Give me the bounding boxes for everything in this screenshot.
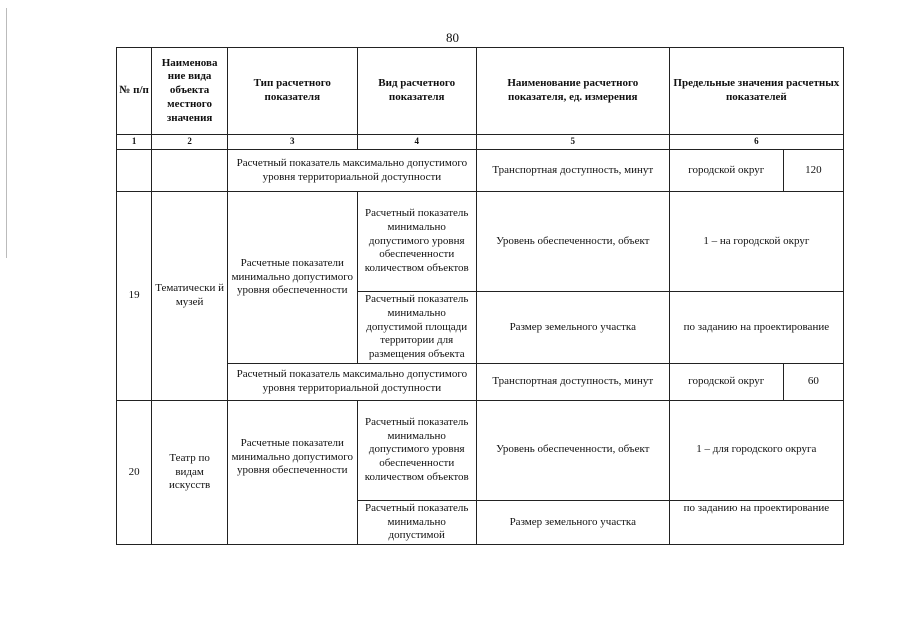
- header-object-name: Наименова ние вида объекта местного значения: [152, 48, 228, 135]
- col-number: 2: [152, 135, 228, 150]
- cell-calc-kind: Расчетный показатель минимально допустимой площади территории для размещения объекта: [357, 292, 476, 364]
- col-number: 6: [669, 135, 843, 150]
- col-number: 5: [476, 135, 669, 150]
- cell-indicator: Размер земельного участка: [476, 292, 669, 364]
- cell-empty: [152, 150, 228, 192]
- cell-calc-kind: Расчетный показатель минимально допустимой: [357, 500, 476, 544]
- cell-limit-value: 120: [783, 150, 843, 192]
- col-number: 4: [357, 135, 476, 150]
- cell-calc-type: Расчетный показатель максимально допустимого уровня территориальной доступности: [227, 363, 476, 400]
- cell-limit-label: городской округ: [669, 363, 783, 400]
- column-numbers-row: [117, 135, 844, 150]
- cell-calc-kind: Расчетный показатель минимально допустимого уровня обеспеченности количеством объектов: [357, 192, 476, 292]
- table-row: [117, 150, 844, 192]
- indicators-table: [116, 47, 844, 545]
- cell-row-number: 20: [117, 400, 152, 544]
- cell-calc-kind: Расчетный показатель минимально допустимого уровня обеспеченности количеством объектов: [357, 400, 476, 500]
- header-calc-kind: Вид расчетного показателя: [357, 48, 476, 135]
- table-row: [117, 192, 844, 292]
- cell-calc-type: Расчетные показатели минимально допустимого уровня обеспеченности: [227, 400, 357, 544]
- header-indicator-name: Наименование расчетного показателя, ед. измерения: [476, 48, 669, 135]
- header-calc-type: Тип расчетного показателя: [227, 48, 357, 135]
- cell-limit: по заданию на проектирование: [669, 292, 843, 364]
- cell-object-name: Тематически й музей: [152, 192, 228, 401]
- cell-limit: 1 – на городской округ: [669, 192, 843, 292]
- cell-indicator: Транспортная доступность, минут: [476, 363, 669, 400]
- cell-row-number: 19: [117, 192, 152, 401]
- cell-object-name: Театр по видам искусств: [152, 400, 228, 544]
- header-limit-values: Предельные значения расчетных показателей: [669, 48, 843, 135]
- col-number: 3: [227, 135, 357, 150]
- cell-limit-value: 60: [783, 363, 843, 400]
- page-number: 80: [446, 30, 459, 45]
- cell-indicator: Транспортная доступность, минут: [476, 150, 669, 192]
- cell-calc-type: Расчетные показатели минимально допустимого уровня обеспеченности: [227, 192, 357, 364]
- cell-calc-type: Расчетный показатель максимально допустимого уровня территориальной доступности: [227, 150, 476, 192]
- table-header-row: [117, 48, 844, 135]
- cell-limit: 1 – для городского округа: [669, 400, 843, 500]
- col-number: 1: [117, 135, 152, 150]
- cell-indicator: Уровень обеспеченности, объект: [476, 400, 669, 500]
- cell-indicator: Уровень обеспеченности, объект: [476, 192, 669, 292]
- cell-indicator: Размер земельного участка: [476, 500, 669, 544]
- cell-empty: [117, 150, 152, 192]
- cell-limit-label: городской округ: [669, 150, 783, 192]
- header-num: № п/п: [117, 48, 152, 135]
- cell-limit: по заданию на проектирование: [669, 500, 843, 544]
- table-row: [117, 400, 844, 500]
